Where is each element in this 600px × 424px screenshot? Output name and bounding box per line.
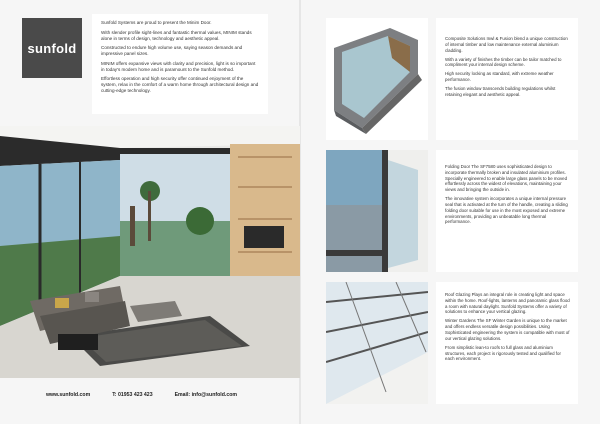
sunfold-logo: [22, 18, 82, 78]
phone-number: T: 01953 423 423: [112, 392, 153, 398]
feature-text: [436, 282, 578, 404]
feature-composite-window: [326, 18, 578, 140]
feature-paragraph: Winter Gardens The SF Winter Garden is unique to the market and offers endless versatile design possibilities. Using Sophisticated engineering the system is compatible with most of our vertical glazing solutions.: [445, 318, 570, 341]
feature-paragraph: With a variety of finishes the timber can be tailor matched to compliment your internal design scheme.: [445, 56, 562, 68]
intro-paragraph: With slender profile sight-lines and fantastic thermal values, MINIM stands alone in terms of design, technology and aesthetic appeal.: [101, 29, 252, 41]
email-link[interactable]: Email: info@sunfold.com: [174, 392, 238, 398]
intro-paragraph: Effortless operation and high security offer continued enjoyment of the system, relax in the comfort of a warm home through architectural design and cutting-edge technology.: [101, 76, 259, 93]
website-link[interactable]: www.sunfold.com: [46, 392, 91, 398]
intro-text-block: [92, 14, 268, 114]
feature-paragraph: Folding Door The SF7580 uses sophisticated design to incorporate thermally broken and insulated aluminium profiles. Specially engineered to enable large glass panels to be moved effortlessly across the widest of elevations, maintaining your views and bringing the outside in.: [445, 164, 568, 193]
intro-paragraph: Sunfold Systems are proud to present the Minim Door.: [101, 20, 212, 25]
feature-roof-glazing: [326, 282, 578, 404]
logo-wordmark: sunfold: [27, 40, 77, 56]
feature-paragraph: The fusion window transcends building regulations whilst retaining elegant and aesthetic appeal.: [445, 86, 556, 97]
roof-glazing-photo: [326, 282, 428, 404]
feature-text: [436, 150, 578, 272]
folding-door-photo: [326, 150, 428, 272]
living-room-photo: [0, 126, 300, 378]
contact-footer: [46, 392, 286, 404]
intro-paragraph: MINIM offers expansive views with clarity and precision, light is so important in today's modern home and is paramount to the Sunfold method.: [101, 60, 256, 72]
feature-paragraph: The innovative system incorporates a unique internal pressure seal that is activated at the turn of the handle, creating a sliding folding door suitable for use in the most exposed and extreme environments, providing an unbeatable long thermal performance.: [445, 196, 568, 225]
feature-text: [436, 18, 578, 140]
feature-paragraph: From simplistic lean-to roofs to full glass and aluminium structures, each project is rigorously tested and qualified for each environment.: [445, 344, 561, 362]
intro-paragraph: Constructed to endure high volume use, saying season demands and impressive panel sizes.: [101, 45, 243, 56]
feature-paragraph: Composite Solutions Inwl & Fusion blend a unique construction of internal timber and low maintenance external aluminium cladding.: [445, 36, 568, 53]
feature-paragraph: High security locking as standard, with extreme weather performance.: [445, 71, 554, 83]
window-profile-photo: [326, 18, 428, 140]
feature-paragraph: Roof Glazing Plays an integral role in creating light and space within the home. Roof-lights, lanterns and panoramic glass flood a room with natural daylight. Sunfold Systems offer a variety of solutions to enhance your vertical glazing.: [445, 292, 570, 315]
feature-folding-door: [326, 150, 578, 272]
